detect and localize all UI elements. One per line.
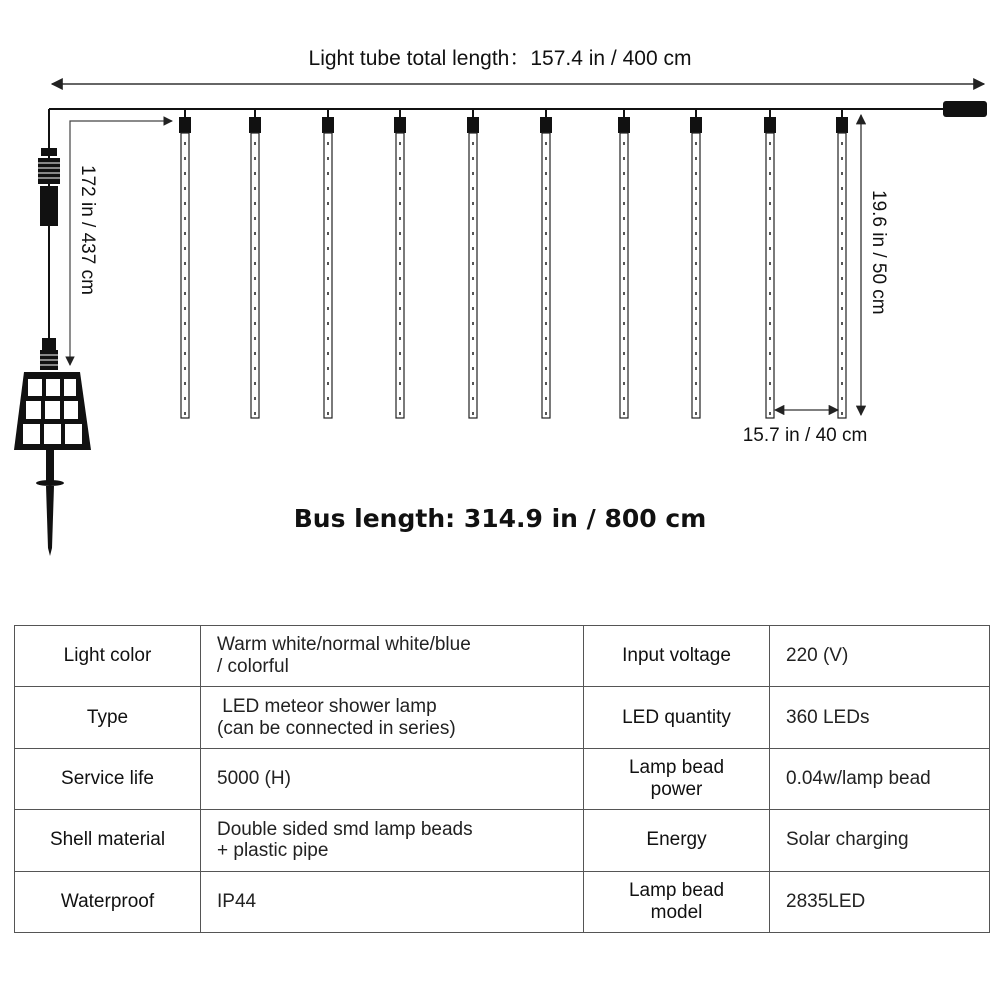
ground-stake [36, 450, 64, 556]
spec-value-line: (can be connected in series) [217, 717, 456, 739]
lead-length-label: 172 in / 437 cm [77, 165, 98, 295]
spec-label-line: Light color [63, 645, 152, 667]
spec-value [201, 871, 584, 932]
spec-label [15, 871, 201, 932]
tube [467, 109, 479, 418]
solar-panel [14, 372, 91, 450]
tube [690, 109, 702, 418]
spec-value-line: 2835LED [786, 890, 866, 912]
tube [618, 109, 630, 418]
spec-value [201, 748, 584, 809]
spec-label [584, 687, 770, 748]
end-connector [943, 101, 987, 117]
spec-value-line: + plastic pipe [217, 840, 329, 862]
spec-label-line: Type [86, 706, 129, 728]
spec-label [584, 626, 770, 687]
spec-value-line: IP44 [217, 890, 257, 912]
spec-label-line: Shell material [49, 829, 166, 851]
spec-row [15, 810, 990, 871]
spec-label-line: Lamp bead [628, 757, 725, 779]
spec-label-line: LED quantity [622, 706, 731, 728]
tube [836, 109, 848, 418]
spec-value-line: 360 LEDs [786, 706, 870, 728]
spec-value-line: 220 (V) [786, 645, 849, 667]
spec-label-line: Service life [61, 768, 154, 790]
spec-value-line: LED meteor shower lamp [217, 695, 437, 717]
spec-label [15, 687, 201, 748]
tube [179, 109, 191, 418]
lead-connector-bottom [40, 338, 58, 370]
spec-value-line: Double sided smd lamp beads [217, 818, 473, 840]
spec-row [15, 871, 990, 932]
spec-value-line: Warm white/normal white/blue [217, 634, 471, 656]
spec-table [14, 625, 990, 933]
spec-label [15, 810, 201, 871]
spec-label-line: model [650, 901, 703, 923]
spec-row [15, 626, 990, 687]
tube-length-label: 19.6 in / 50 cm [868, 190, 889, 315]
spec-value-line: Solar charging [786, 829, 909, 851]
tube [764, 109, 776, 418]
tube [249, 109, 261, 418]
spec-value [201, 687, 584, 748]
spec-label [584, 871, 770, 932]
tube [540, 109, 552, 418]
spec-label-line: Energy [646, 829, 707, 851]
spec-label [584, 748, 770, 809]
spec-value-line: 0.04w/lamp bead [786, 768, 931, 790]
spec-row [15, 748, 990, 809]
spec-value [770, 748, 990, 809]
tube [394, 109, 406, 418]
total-length-label: Light tube total length：157.4 in / 400 cm [308, 47, 692, 70]
spec-label [15, 748, 201, 809]
spec-label-line: Waterproof [60, 890, 155, 912]
spec-label-line: power [650, 778, 703, 800]
spec-value [201, 810, 584, 871]
meteor-tubes [179, 109, 848, 418]
spec-value [201, 626, 584, 687]
spec-row [15, 687, 990, 748]
spec-value-line: 5000 (H) [217, 768, 291, 790]
lead-connector-top [38, 148, 60, 226]
tube [322, 109, 334, 418]
spec-label-line: Lamp bead [628, 879, 725, 901]
spec-label-line: Input voltage [622, 645, 731, 667]
bus-length-title: Bus length: 314.9 in / 800 cm [293, 504, 707, 533]
spec-value [770, 871, 990, 932]
spec-label [15, 626, 201, 687]
spec-value [770, 810, 990, 871]
spec-value [770, 687, 990, 748]
spec-value [770, 626, 990, 687]
spec-value-line: / colorful [217, 656, 289, 678]
spec-label [584, 810, 770, 871]
tube-spacing-label: 15.7 in / 40 cm [742, 425, 868, 446]
